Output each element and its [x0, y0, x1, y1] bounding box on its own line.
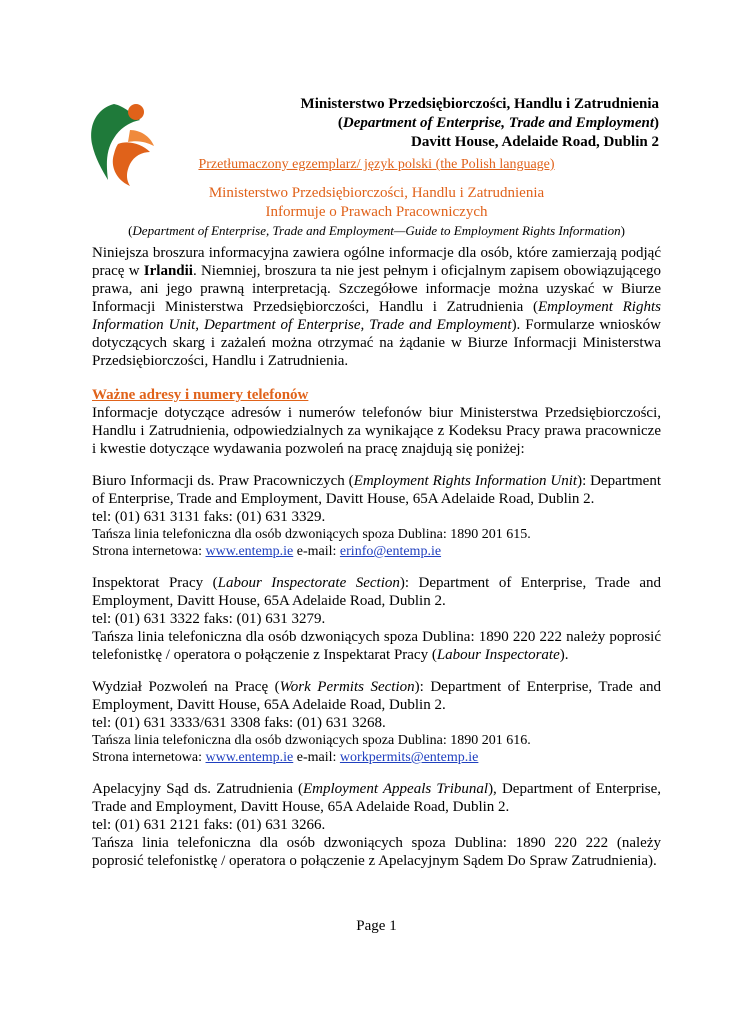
office-name-address: Inspektorat Pracy (Labour Inspectorate Section): Department of Enterprise, Trade and Employment, Davitt House, 65A Adelaide Road, Dublin 2.: [92, 575, 661, 609]
office-web: Strona internetowa: www.entemp.ie e-mail: workpermits@entemp.ie: [92, 750, 479, 765]
addresses-intro: Informacje dotyczące adresów i numerów telefonów biur Ministerstwa Przedsiębiorczości, Handlu i Zatrudnienia, odpowiedzialnych za wynikające z Kodeksu Pracy prawa pracownicze i kwestie dotyczące wydawania pozwoleń na pracę znajdują się poniżej:: [92, 405, 661, 457]
ministry-address: Davitt House, Adelaide Road, Dublin 2: [411, 134, 659, 150]
office-name-address: Wydział Pozwoleń na Pracę (Work Permits Section): Department of Enterprise, Trade and Employment, Davitt House, 65A Adelaide Road, Dublin 2.: [92, 679, 661, 713]
office-lowcall: Tańsza linia telefoniczna dla osób dzwoniących spoza Dublina: 1890 220 222 należy poprosić telefonistkę / operatora o połączenie z Inspektarat Pracy (Labour Inspectorate).: [92, 629, 661, 663]
email-link[interactable]: workpermits@entemp.ie: [339, 750, 479, 765]
office-name-address: Apelacyjny Sąd ds. Zatrudnienia (Employment Appeals Tribunal), Department of Enterprise, Trade and Employment, Davitt House, 65A Adelaide Road, Dublin 2.: [92, 781, 661, 815]
document-title: [0, 184, 753, 240]
office-phone: tel: (01) 631 3131 faks: (01) 631 3329.: [92, 509, 326, 525]
title-subject: Informuje o Prawach Pracowniczych: [265, 204, 488, 220]
office-employment-appeals: [92, 780, 661, 870]
translation-note: Przetłumaczony egzemplarz/ język polski (the Polish language): [198, 157, 555, 172]
title-english: (Department of Enterprise, Trade and Employment—Guide to Employment Rights Information): [128, 223, 625, 238]
ministry-name-english: (Department of Enterprise, Trade and Employment): [337, 115, 659, 131]
office-employment-rights: [92, 472, 661, 560]
letterhead: [200, 95, 659, 152]
office-labour-inspectorate: [92, 574, 661, 664]
office-lowcall: Tańsza linia telefoniczna dla osób dzwoniących spoza Dublina: 1890 201 616.: [92, 733, 531, 748]
office-phone: tel: (01) 631 2121 faks: (01) 631 3266.: [92, 817, 326, 833]
page-number: Page 1: [356, 918, 397, 934]
office-name-address: Biuro Informacji ds. Praw Pracowniczych (Employment Rights Information Unit): Department of Enterprise, Trade and Employment, Davitt House, 65A Adelaide Road, Dublin 2.: [92, 473, 661, 507]
main-content: [92, 244, 661, 870]
website-link[interactable]: www.entemp.ie: [205, 750, 294, 765]
office-lowcall: Tańsza linia telefoniczna dla osób dzwoniących spoza Dublina: 1890 201 615.: [92, 527, 531, 542]
intro-paragraph: Niniejsza broszura informacyjna zawiera ogólne informacje dla osób, które zamierzają podjąć pracę w Irlandii. Niemniej, broszura ta nie jest pełnym i oficjalnym zapisem obowiązującego prawa, ani jego prawną interpretacją. Szczegółowe informacje można uzyskać w Biurze Informacji Ministerstwa Przedsiębiorczości, Handlu i Zatrudnienia (Employment Rights Information Unit, Department of Enterprise, Trade and Employment). Formularze wniosków dotyczących skarg i zażaleń można otrzymać na żądanie w Biurze Informacji Ministerstwa Przedsiębiorczości, Handlu i Zatrudnienia.: [92, 245, 662, 369]
department-logo: [84, 100, 160, 186]
office-phone: tel: (01) 631 3333/631 3308 faks: (01) 631 3268.: [92, 715, 386, 731]
email-link[interactable]: erinfo@entemp.ie: [339, 544, 442, 559]
office-work-permits: [92, 678, 661, 766]
section-heading: Ważne adresy i numery telefonów: [92, 387, 309, 403]
title-ministry: Ministerstwo Przedsiębiorczości, Handlu i Zatrudnienia: [208, 185, 545, 201]
office-lowcall: Tańsza linia telefoniczna dla osób dzwoniących spoza Dublina: 1890 220 222 (należy poprosić telefonistkę / operatora o połączenie z Apelacyjnym Sądem Do Spraw Zatrudnienia).: [92, 835, 661, 869]
website-link[interactable]: www.entemp.ie: [205, 544, 294, 559]
office-web: Strona internetowa: www.entemp.ie e-mail: erinfo@entemp.ie: [92, 544, 442, 559]
office-phone: tel: (01) 631 3322 faks: (01) 631 3279.: [92, 611, 326, 627]
ministry-name: Ministerstwo Przedsiębiorczości, Handlu i Zatrudnienia: [300, 96, 659, 112]
